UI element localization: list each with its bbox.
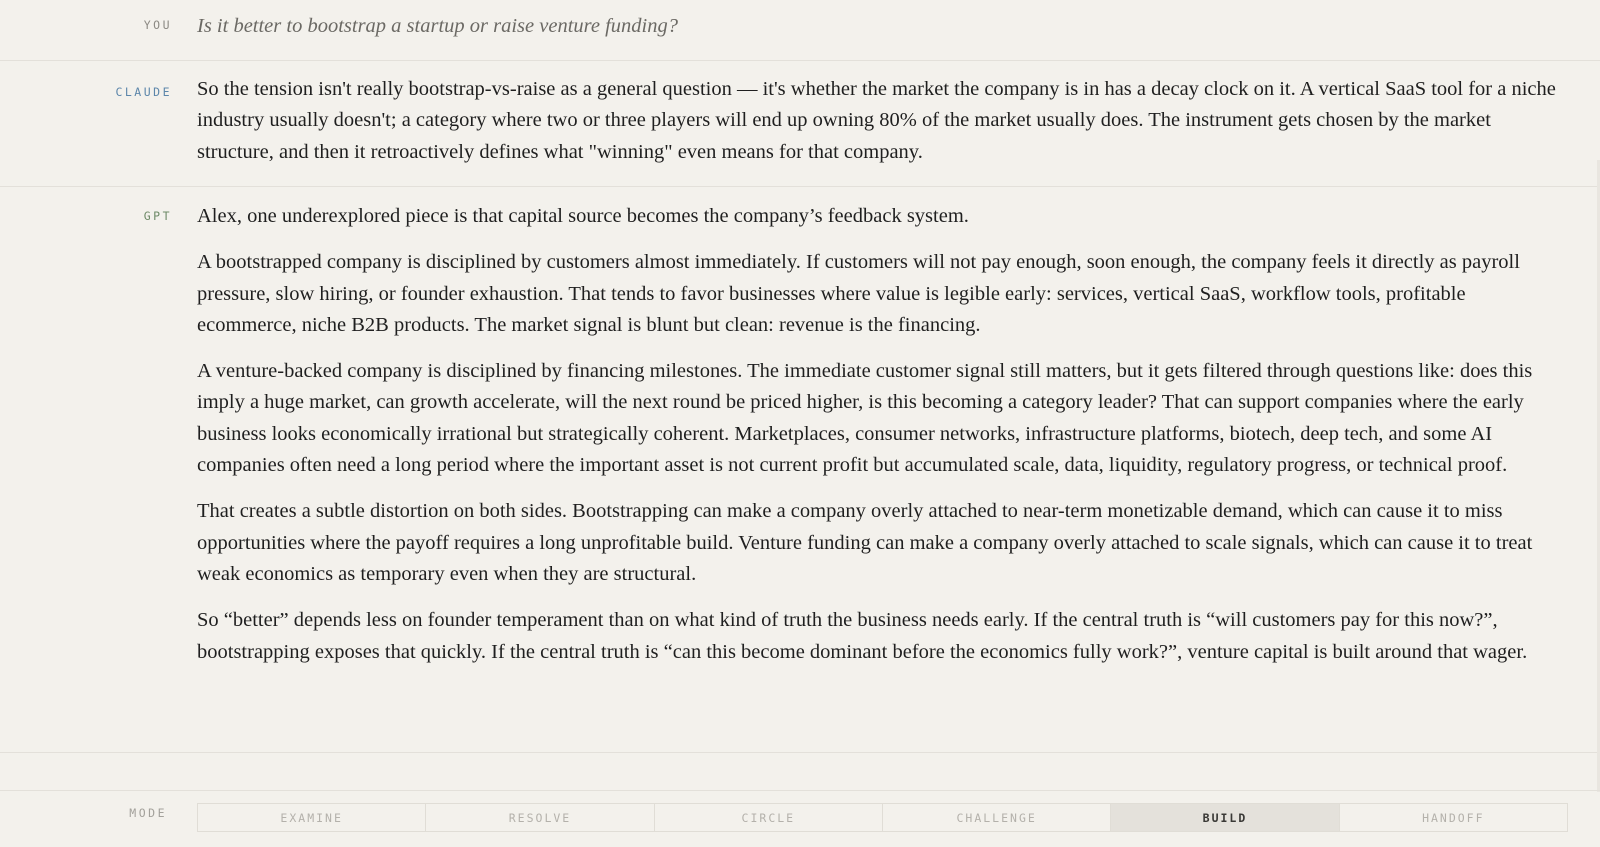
message-claude bbox=[0, 61, 1600, 187]
paragraph: A venture-backed company is disciplined by financing milestones. The immediate customer signal still matters, but it gets filtered through questions like: does this imply a huge market, can growth accelerate, will the next round be priced higher, is this becoming a category leader? That can support companies where the early business looks economically irrational but strategically coherent. Marketplaces, consumer networks, infrastructure platforms, biotech, deep tech, and some AI companies often need a long period where the important asset is not current profit but accumulated scale, data, liquidity, regulatory progress, or technical proof. bbox=[197, 360, 1533, 477]
paragraph: So “better” depends less on founder temperament than on what kind of truth the business needs early. If the central truth is “will customers pay for this now?”, bootstrapping exposes that quickly. If the central truth is “can this become dominant before the economics fully work?”, venture capital is built around that wager. bbox=[197, 609, 1528, 663]
message-content bbox=[197, 61, 1562, 168]
prompt-text: Is it better to bootstrap a startup or raise venture funding? bbox=[197, 15, 678, 37]
paragraph: So the tension isn't really bootstrap-vs-raise as a general question — it's whether the market the company is in has a decay clock on it. A vertical SaaS tool for a niche industry usually doesn't; a category where two or three players will end up owning 80% of the market usually does. The instrument gets chosen by the market structure, and then it retroactively defines what "winning" even means for that company. bbox=[197, 78, 1556, 163]
mode-tab-handoff[interactable]: HANDOFF bbox=[1422, 810, 1485, 825]
speaker-label-claude: CLAUDE bbox=[115, 85, 172, 99]
message-you bbox=[0, 0, 1600, 61]
mode-tab-challenge[interactable]: CHALLENGE bbox=[883, 804, 1111, 831]
paragraph: That creates a subtle distortion on both sides. Bootstrapping can make a company overly attached to near-term monetizable demand, which can cause it to miss opportunities where the payoff requires a long unprofitable build. Venture funding can make a company overly attached to scale signals, which can cause it to treat weak economics as temporary even when they are structural. bbox=[197, 500, 1533, 585]
speaker-label-you: YOU bbox=[143, 18, 172, 32]
mode-tab-build[interactable]: BUILD bbox=[1111, 804, 1339, 831]
mode-label: MODE bbox=[129, 806, 167, 820]
mode-tab-examine[interactable]: EXAMINE bbox=[198, 804, 426, 831]
mode-tabs bbox=[197, 803, 1568, 832]
message-gpt bbox=[0, 187, 1600, 753]
paragraph: A bootstrapped company is disciplined by customers almost immediately. If customers will not pay enough, soon enough, the company feels it directly as payroll pressure, slow hiring, or founder exhaustion. That tends to favor businesses where value is legible early: services, vertical SaaS, workflow tools, profitable ecommerce, niche B2B products. The market signal is blunt but clean: revenue is the financing. bbox=[197, 251, 1520, 336]
mode-bar bbox=[0, 790, 1600, 847]
speaker-label-gpt: GPT bbox=[143, 209, 172, 223]
message-content bbox=[197, 187, 1562, 668]
message-content bbox=[197, 0, 1562, 42]
mode-tab-circle[interactable]: CIRCLE bbox=[655, 804, 883, 831]
mode-tab-resolve[interactable]: RESOLVE bbox=[426, 804, 654, 831]
paragraph: Alex, one underexplored piece is that capital source becomes the company’s feedback system. bbox=[197, 205, 969, 227]
